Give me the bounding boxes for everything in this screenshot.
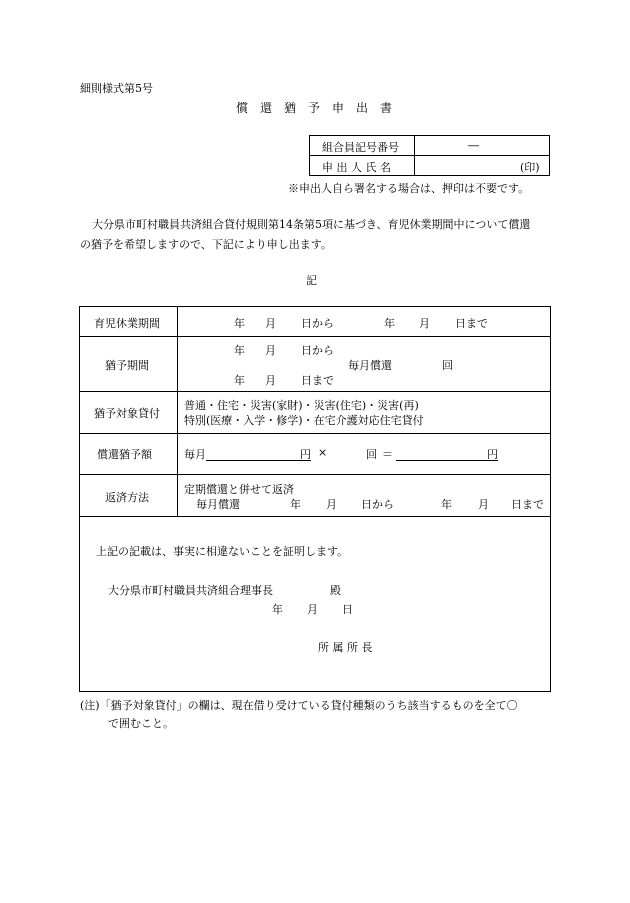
leave-start-month[interactable]: 月 xyxy=(265,317,276,330)
leave-start-day[interactable]: 日から xyxy=(301,317,334,330)
seal-mark: (印) xyxy=(520,161,540,174)
repayment-end-day[interactable]: 日まで xyxy=(511,498,544,511)
form-number: 細則様式第5号 xyxy=(80,82,153,95)
member-number-value[interactable]: ― xyxy=(468,139,479,152)
deferral-end-year[interactable]: 年 xyxy=(234,374,245,387)
certification-statement: 上記の記載は、事実に相違ないことを証明します。 xyxy=(96,545,349,558)
repayment-start-year[interactable]: 年 xyxy=(290,498,301,511)
repayment-end-month[interactable]: 月 xyxy=(478,498,489,511)
leave-end-year[interactable]: 年 xyxy=(384,317,395,330)
multiply-sign: × xyxy=(318,446,328,459)
ki-heading: 記 xyxy=(306,274,317,287)
addressee-dono: 殿 xyxy=(330,584,341,597)
deferral-period-label: 猶予期間 xyxy=(105,359,149,372)
repayment-start-day[interactable]: 日から xyxy=(361,498,394,511)
cert-month[interactable]: 月 xyxy=(307,603,318,616)
repayment-end-year[interactable]: 年 xyxy=(441,498,452,511)
signer-title: 所 属 所 長 xyxy=(318,641,373,654)
deferral-end-month[interactable]: 月 xyxy=(265,374,276,387)
leave-period-label: 育児休業期間 xyxy=(94,317,160,330)
signature-note: ※申出人自ら署名する場合は、押印は不要です。 xyxy=(288,182,530,195)
intro-line-1: 大分県市町村職員共済組合貸付規則第14条第5項に基づき、育児休業期間中について償還 xyxy=(92,218,531,231)
deferral-start-year[interactable]: 年 xyxy=(234,344,245,357)
repayment-label: 返済方法 xyxy=(105,491,149,504)
note-line-1: (注)「猶予対象貸付」の欄は、現在借り受けている貸付種類のうち該当するものを全て〇 xyxy=(80,699,518,712)
monthly-amount-field[interactable] xyxy=(206,460,311,461)
amount-yen-2: 円 xyxy=(487,448,498,461)
target-loan-options-2[interactable]: 特別(医療・入学・修学)・在宅介護対応住宅貸付 xyxy=(184,414,424,427)
leave-end-month[interactable]: 月 xyxy=(419,317,430,330)
deferral-monthly-label: 毎月償還 xyxy=(348,359,392,372)
cert-day[interactable]: 日 xyxy=(342,603,353,616)
cert-year[interactable]: 年 xyxy=(272,603,283,616)
intro-line-2: の猶予を希望しますので、下記により申し出ます。 xyxy=(80,238,332,251)
total-amount-field[interactable] xyxy=(396,460,498,461)
amount-count-unit: 回 xyxy=(366,448,377,461)
note-line-2: で囲むこと。 xyxy=(108,717,174,730)
deferral-count[interactable]: 回 xyxy=(442,359,453,372)
repayment-monthly-label: 毎月償還 xyxy=(196,498,240,511)
deferral-start-day[interactable]: 日から xyxy=(301,344,334,357)
deferral-start-month[interactable]: 月 xyxy=(265,344,276,357)
equals-sign: ＝ xyxy=(382,448,393,461)
member-number-label: 組合員記号番号 xyxy=(322,141,399,154)
applicant-name-label: 申 出 人 氏 名 xyxy=(322,161,391,174)
leave-start-year[interactable]: 年 xyxy=(234,317,245,330)
repayment-method-text: 定期償還と併せて返済 xyxy=(184,483,294,496)
addressee: 大分県市町村職員共済組合理事長 xyxy=(108,584,273,597)
amount-monthly-label: 毎月 xyxy=(184,448,206,461)
amount-label: 償還猶予額 xyxy=(97,448,152,461)
target-loan-label: 猶予対象貸付 xyxy=(94,407,160,420)
leave-end-day[interactable]: 日まで xyxy=(455,317,488,330)
target-loan-options-1[interactable]: 普通・住宅・災害(家財)・災害(住宅)・災害(再) xyxy=(184,399,419,412)
deferral-end-day[interactable]: 日まで xyxy=(301,374,334,387)
amount-yen-1: 円 xyxy=(300,448,311,461)
page-title: 償 還 猶 予 申 出 書 xyxy=(236,101,393,115)
repayment-start-month[interactable]: 月 xyxy=(326,498,337,511)
